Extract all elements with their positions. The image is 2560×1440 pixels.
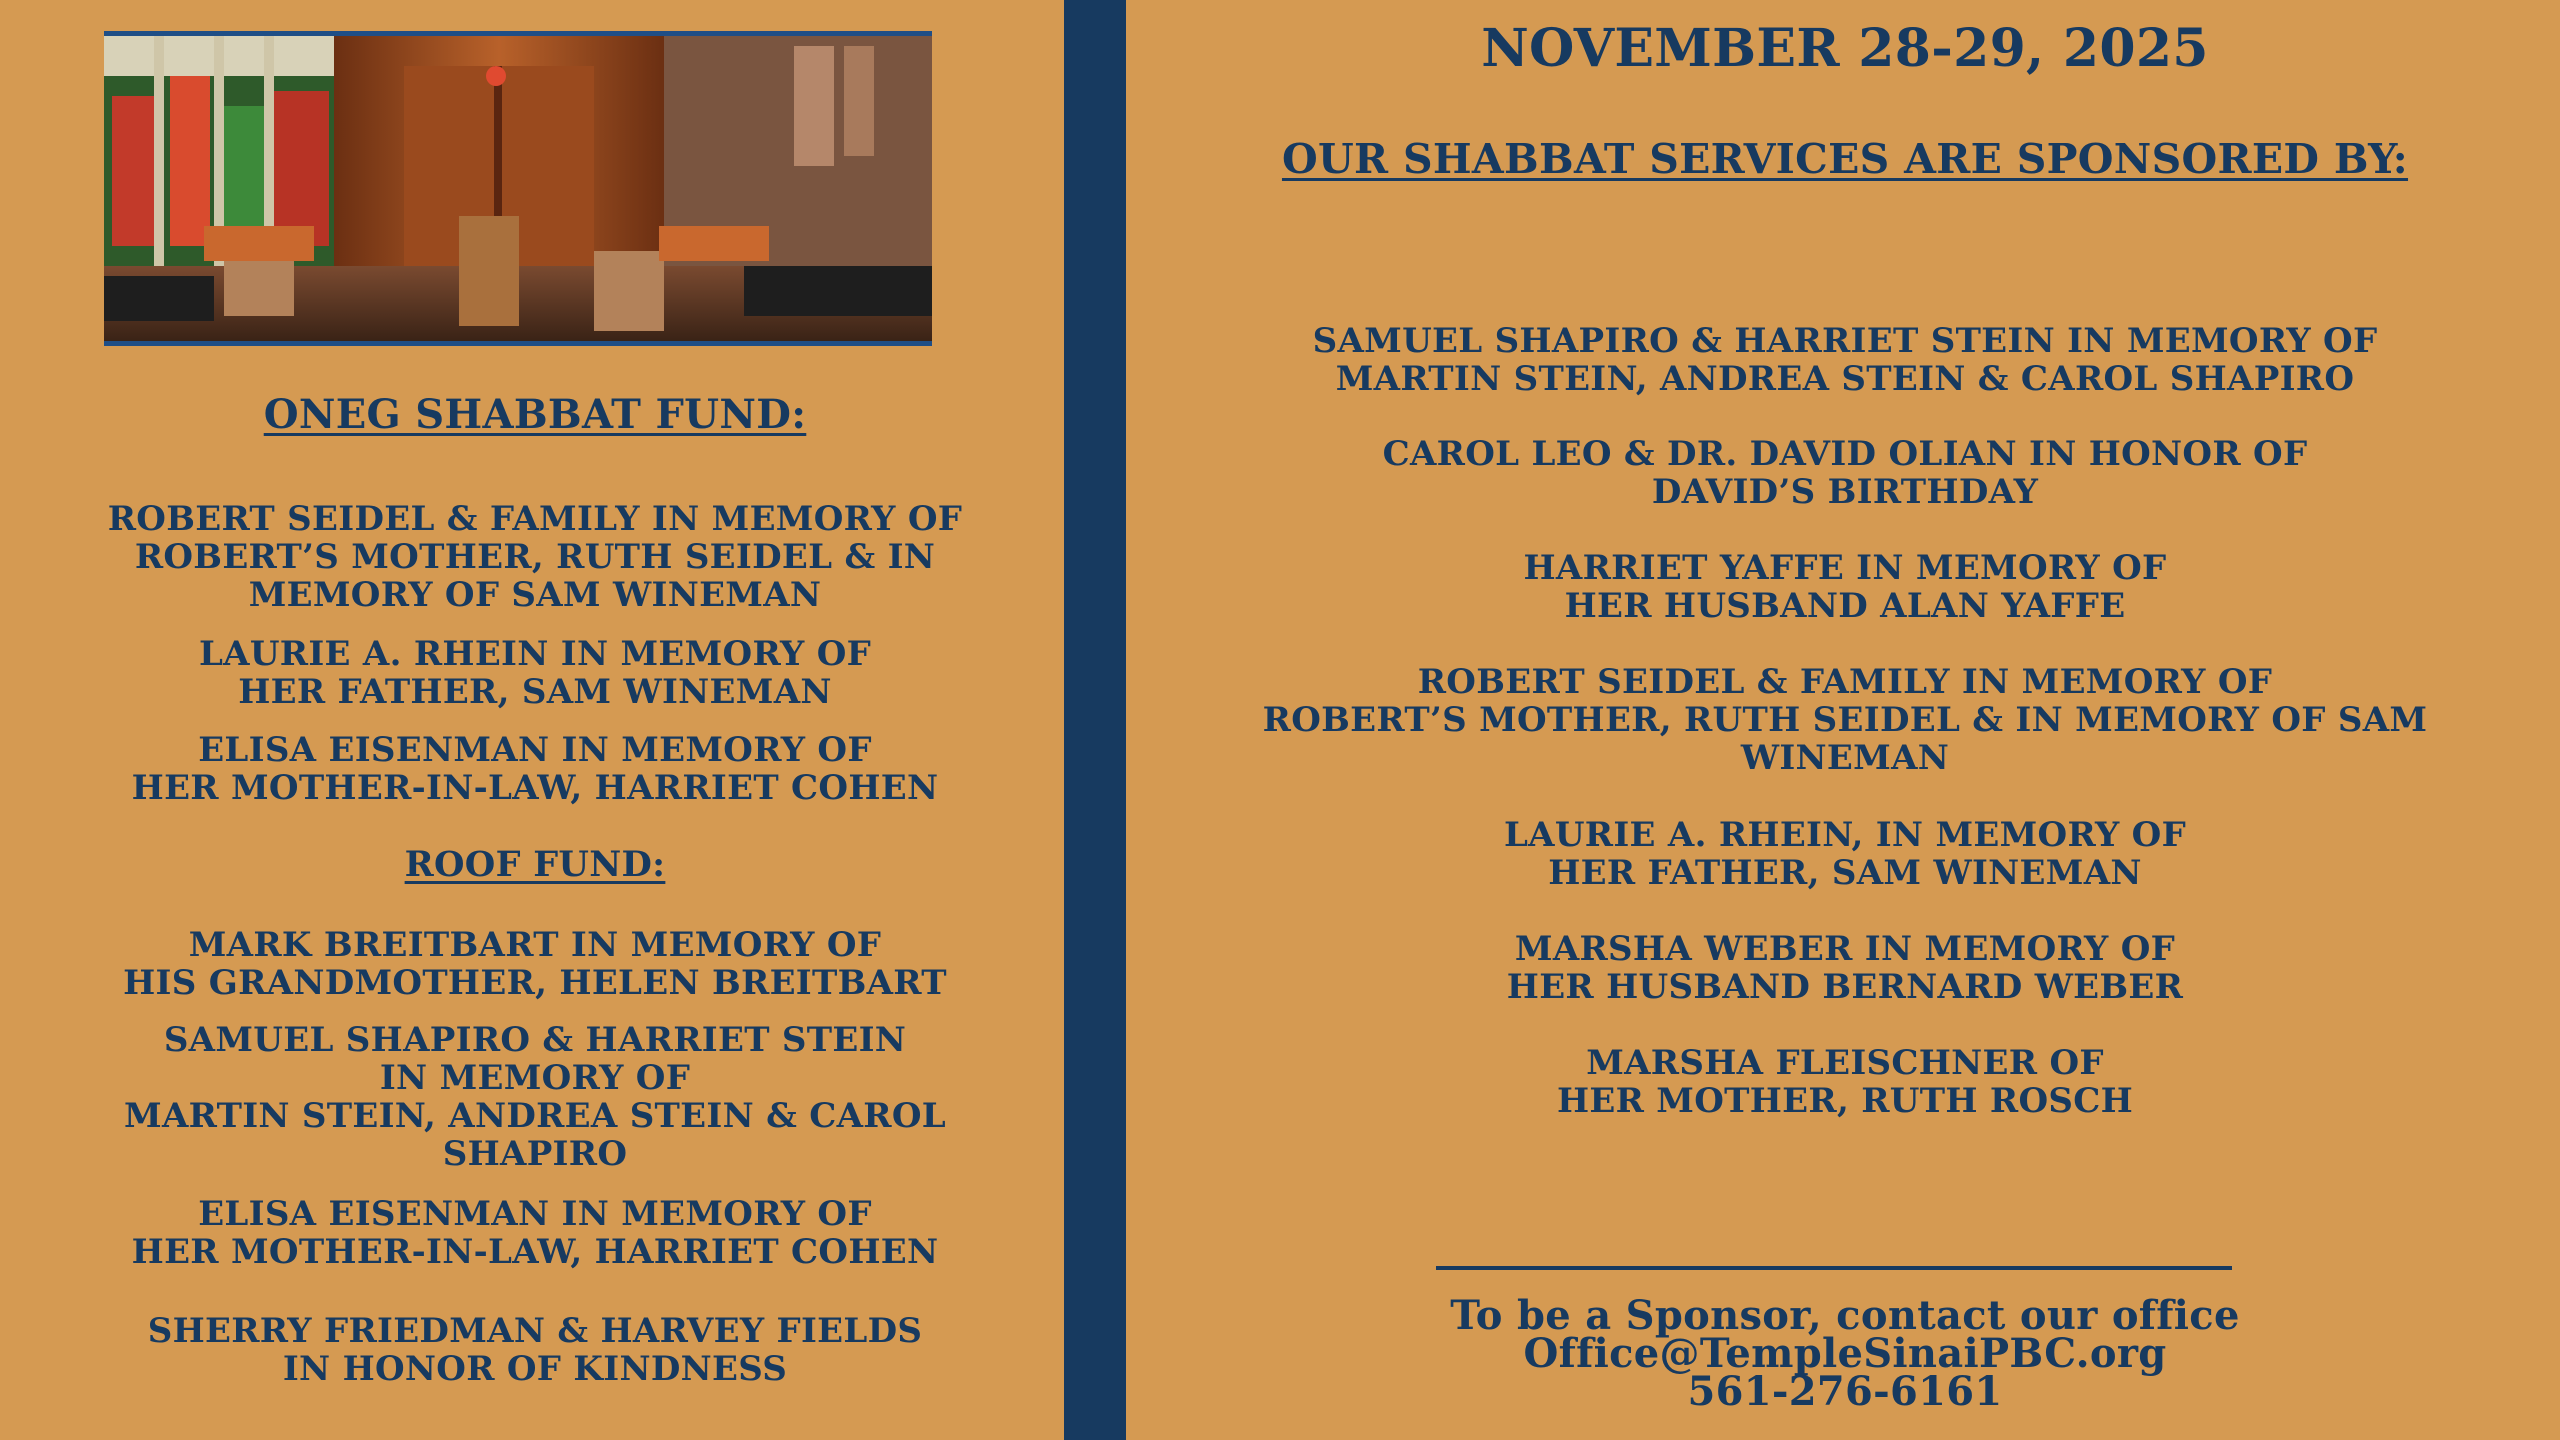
oneg-shabbat-fund-heading: ONEG SHABBAT FUND:: [263, 391, 807, 438]
entry-line: ROBERT’S MOTHER, RUTH SEIDEL & IN: [134, 537, 936, 577]
sponsor-entry: [1170, 549, 2520, 625]
entry-line: ELISA EISENMAN IN MEMORY OF: [198, 1194, 872, 1234]
sponsor-entry: [1170, 930, 2520, 1006]
entry-line: ROBERT SEIDEL & FAMILY IN MEMORY OF: [107, 499, 963, 539]
entry-line: IN HONOR OF KINDNESS: [282, 1349, 788, 1389]
contact-phone[interactable]: 561-276-6161: [1687, 1368, 2003, 1415]
entry-line: HER HUSBAND ALAN YAFFE: [1564, 586, 2126, 626]
left-column: [40, 0, 1030, 1440]
contact-separator-line: [1436, 1266, 2232, 1270]
entry-line: HER HUSBAND BERNARD WEBER: [1506, 967, 2184, 1007]
entry-line: HIS GRANDMOTHER, HELEN BREITBART: [123, 963, 947, 1003]
entry-line: MARSHA WEBER IN MEMORY OF: [1514, 929, 2176, 969]
entry-line: SAMUEL SHAPIRO & HARRIET STEIN IN MEMORY OF: [1312, 321, 2378, 361]
entry-line: ELISA EISENMAN IN MEMORY OF: [198, 730, 872, 770]
roof-fund-heading: ROOF FUND:: [404, 844, 666, 885]
roof-entry: [40, 1195, 1030, 1271]
roof-entry: [40, 1312, 1030, 1388]
entry-line: HER FATHER, SAM WINEMAN: [1548, 853, 2142, 893]
sponsored-by-heading: OUR SHABBAT SERVICES ARE SPONSORED BY:: [1281, 135, 2409, 183]
entry-line: MARK BREITBART IN MEMORY OF: [188, 925, 882, 965]
right-column: [1170, 0, 2520, 1440]
sponsor-entry: [1170, 322, 2520, 398]
entry-line: MARTIN STEIN, ANDREA STEIN & CAROL SHAPIRO: [1335, 359, 2355, 399]
entry-line: LAURIE A. RHEIN, IN MEMORY OF: [1503, 815, 2187, 855]
entry-line: HARRIET YAFFE IN MEMORY OF: [1523, 548, 2167, 588]
entry-line: MARSHA FLEISCHNER OF: [1586, 1043, 2104, 1083]
entry-line: HER FATHER, SAM WINEMAN: [238, 672, 832, 712]
column-divider: [1064, 0, 1126, 1440]
entry-line: SHAPIRO: [442, 1134, 628, 1174]
oneg-entry: [40, 500, 1030, 614]
oneg-entry: [40, 635, 1030, 711]
entry-line: HER MOTHER-IN-LAW, HARRIET COHEN: [131, 768, 939, 808]
sponsor-contact: [1170, 1292, 2520, 1415]
entry-line: ROBERT’S MOTHER, RUTH SEIDEL & IN MEMORY OF SAM: [1262, 700, 2428, 740]
entry-line: HER MOTHER-IN-LAW, HARRIET COHEN: [131, 1232, 939, 1272]
entry-line: MARTIN STEIN, ANDREA STEIN & CAROL: [124, 1096, 946, 1136]
entry-line: CAROL LEO & DR. DAVID OLIAN IN HONOR OF: [1382, 434, 2308, 474]
sponsor-entry: [1170, 435, 2520, 511]
entry-line: LAURIE A. RHEIN IN MEMORY OF: [198, 634, 872, 674]
sponsor-entry: [1170, 663, 2520, 777]
contact-invitation: To be a Sponsor, contact our office: [1450, 1292, 2240, 1339]
contact-email[interactable]: Office@TempleSinaiPBC.org: [1523, 1330, 2167, 1377]
entry-line: HER MOTHER, RUTH ROSCH: [1556, 1081, 2134, 1121]
entry-line: WINEMAN: [1740, 738, 1950, 778]
event-date: NOVEMBER 28-29, 2025: [1481, 18, 2209, 79]
entry-line: ROBERT SEIDEL & FAMILY IN MEMORY OF: [1417, 662, 2273, 702]
entry-line: SAMUEL SHAPIRO & HARRIET STEIN: [163, 1020, 907, 1060]
entry-line: DAVID’S BIRTHDAY: [1651, 472, 2039, 512]
roof-entry: [40, 1021, 1030, 1173]
oneg-entry: [40, 731, 1030, 807]
sponsor-entry: [1170, 816, 2520, 892]
entry-line: IN MEMORY OF: [379, 1058, 691, 1098]
entry-line: SHERRY FRIEDMAN & HARVEY FIELDS: [147, 1311, 923, 1351]
sponsor-entry: [1170, 1044, 2520, 1120]
roof-entry: [40, 926, 1030, 1002]
entry-line: MEMORY OF SAM WINEMAN: [248, 575, 822, 615]
